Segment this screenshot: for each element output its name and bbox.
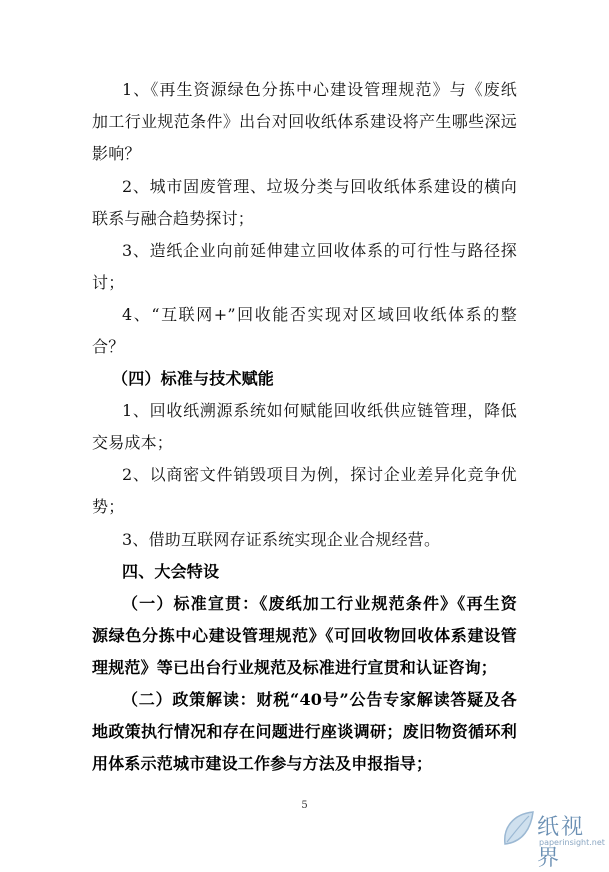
item-1-line-1: 1、《再生资源绿色分拣中心建设管理规范》与《废纸 (122, 80, 517, 99)
section-heading-special: 四、大会特设 (122, 562, 220, 581)
item-2-line-2: 联系与融合趋势探讨； (92, 209, 255, 228)
watermark-sub: paperinsight.net (539, 838, 605, 847)
special-2-line-1: （二）政策解读：财税“40号”公告专家解读答疑及各 (122, 690, 517, 709)
special-1-line-3: 理规范》等已出台行业规范及标准进行宣贯和认证咨询； (92, 658, 498, 677)
watermark-text: 纸视界 (537, 815, 586, 871)
page-number: 5 (301, 800, 308, 811)
item-3-line-2: 讨； (92, 273, 125, 292)
item-4-line-2: 合？ (92, 337, 125, 356)
item-1-line-2: 加工行业规范条件》出台对回收纸体系建设将产生哪些深远 (92, 112, 517, 131)
item-4-line-1: 4、“互联网+”回收能否实现对区域回收纸体系的整 (122, 305, 517, 324)
item-2-line-1: 2、城市固废管理、垃圾分类与回收纸体系建设的横向 (122, 177, 517, 196)
std-item-2-line-1: 2、以商密文件销毁项目为例，探讨企业差异化竞争优 (122, 465, 517, 484)
std-item-1-line-1: 1、回收纸溯源系统如何赋能回收纸供应链管理，降低 (122, 401, 517, 420)
std-item-3-line-1: 3、借助互联网存证系统实现企业合规经营。 (122, 530, 441, 549)
watermark-leaf-icon (499, 808, 539, 852)
special-1-line-1: （一）标准宣贯：《废纸加工行业规范条件》《再生资 (122, 594, 517, 613)
special-2-line-2: 地政策执行情况和存在问题进行座谈调研；废旧物资循环利 (92, 722, 517, 741)
special-2-line-3: 用体系示范城市建设工作参与方法及申报指导； (92, 754, 433, 773)
std-item-1-line-2: 交易成本； (92, 433, 174, 452)
special-1-line-2: 源绿色分拣中心建设管理规范》《可回收物回收体系建设管 (92, 626, 517, 645)
std-item-2-line-2: 势； (92, 497, 125, 516)
watermark-logo (499, 808, 605, 871)
item-3-line-1: 3、造纸企业向前延伸建立回收体系的可行性与路径探 (122, 241, 517, 260)
item-1-line-3: 影响？ (92, 144, 141, 163)
section-heading-standards: （四）标准与技术赋能 (112, 369, 275, 388)
